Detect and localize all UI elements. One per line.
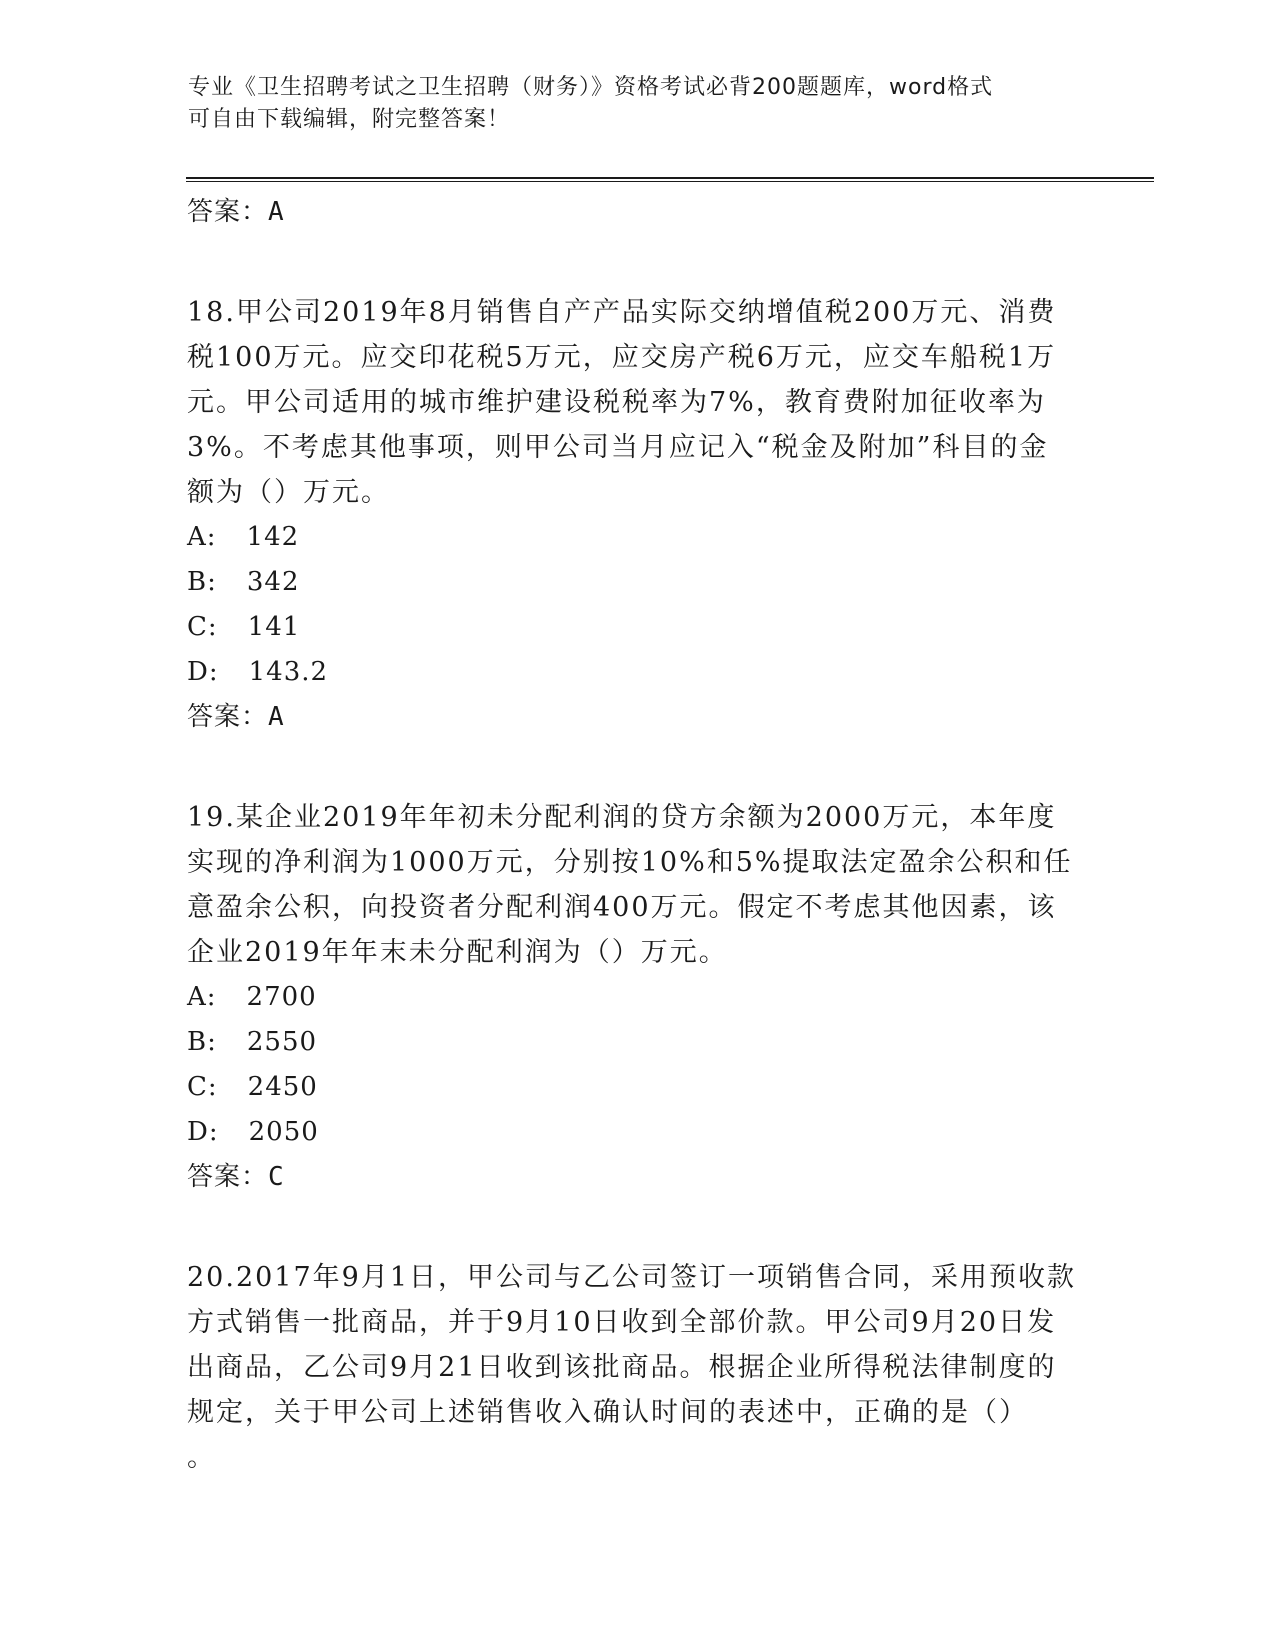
option-d [187, 650, 1087, 695]
question-tail: 。 [187, 1442, 214, 1473]
document-body [187, 190, 1087, 1480]
option-key: D: [187, 1117, 219, 1147]
question-block [187, 795, 1087, 1199]
option-value: 2550 [246, 1027, 318, 1057]
answer-line [187, 695, 1087, 739]
answer-label: 答案： [187, 1162, 269, 1192]
answer-label: 答案： [187, 702, 269, 732]
header-divider [186, 177, 1154, 182]
option-key: C: [187, 1072, 218, 1102]
option-d [187, 1110, 1087, 1155]
option-value: 2050 [248, 1117, 319, 1147]
answer-label: 答案： [187, 197, 269, 227]
answer-value: C [268, 1162, 285, 1192]
option-b [187, 1020, 1087, 1065]
option-c [187, 1065, 1087, 1110]
question-block [187, 1255, 1087, 1480]
option-a [187, 515, 1087, 560]
option-value: 142 [246, 522, 300, 552]
page-header [188, 72, 1068, 136]
answer-line [187, 1155, 1087, 1199]
header-title-line-2: 可自由下载编辑，附完整答案！ [188, 107, 511, 132]
spacer [187, 739, 1087, 795]
question-text: 19.某企业2019年年初未分配利润的贷方余额为2000万元，本年度实现的净利润为1000万元，分别按10%和5%提取法定盈余公积和任意盈余公积，向投资者分配利润400万元。假定不考虑其他因素，该企业2019年年末未分配利润为（）万元。 [187, 802, 1073, 968]
option-key: B: [187, 567, 217, 597]
spacer [187, 234, 1087, 290]
option-key: B: [187, 1027, 217, 1057]
header-title-line-1: 专业《卫生招聘考试之卫生招聘（财务）》资格考试必背200题题库，word格式 [188, 75, 994, 100]
answer-value: A [268, 197, 285, 227]
option-a [187, 975, 1087, 1020]
option-value: 2700 [246, 982, 317, 1012]
option-value: 2450 [247, 1072, 318, 1102]
answer-value: A [268, 702, 285, 732]
option-value: 141 [247, 612, 301, 642]
option-c [187, 605, 1087, 650]
question-block [187, 290, 1087, 739]
question-text: 20.2017年9月1日，甲公司与乙公司签订一项销售合同，采用预收款方式销售一批商品，并于9月10日收到全部价款。甲公司9月20日发出商品，乙公司9月21日收到该批商品。根据企业所得税法律制度的规定，关于甲公司上述销售收入确认时间的表述中，正确的是（） [187, 1262, 1077, 1428]
option-value: 342 [246, 567, 300, 597]
answer-line [187, 190, 1087, 234]
option-key: C: [187, 612, 218, 642]
option-key: A: [187, 982, 217, 1012]
spacer [187, 1199, 1087, 1255]
option-value: 143.2 [248, 657, 329, 687]
option-b [187, 560, 1087, 605]
option-key: D: [187, 657, 219, 687]
option-key: A: [187, 522, 217, 552]
question-text: 18.甲公司2019年8月销售自产产品实际交纳增值税200万元、消费税100万元。应交印花税5万元，应交房产税6万元，应交车船税1万元。甲公司适用的城市维护建设税税率为7%，教育费附加征收率为3%。不考虑其他事项，则甲公司当月应记入“税金及附加”科目的金额为（）万元。 [187, 297, 1057, 508]
